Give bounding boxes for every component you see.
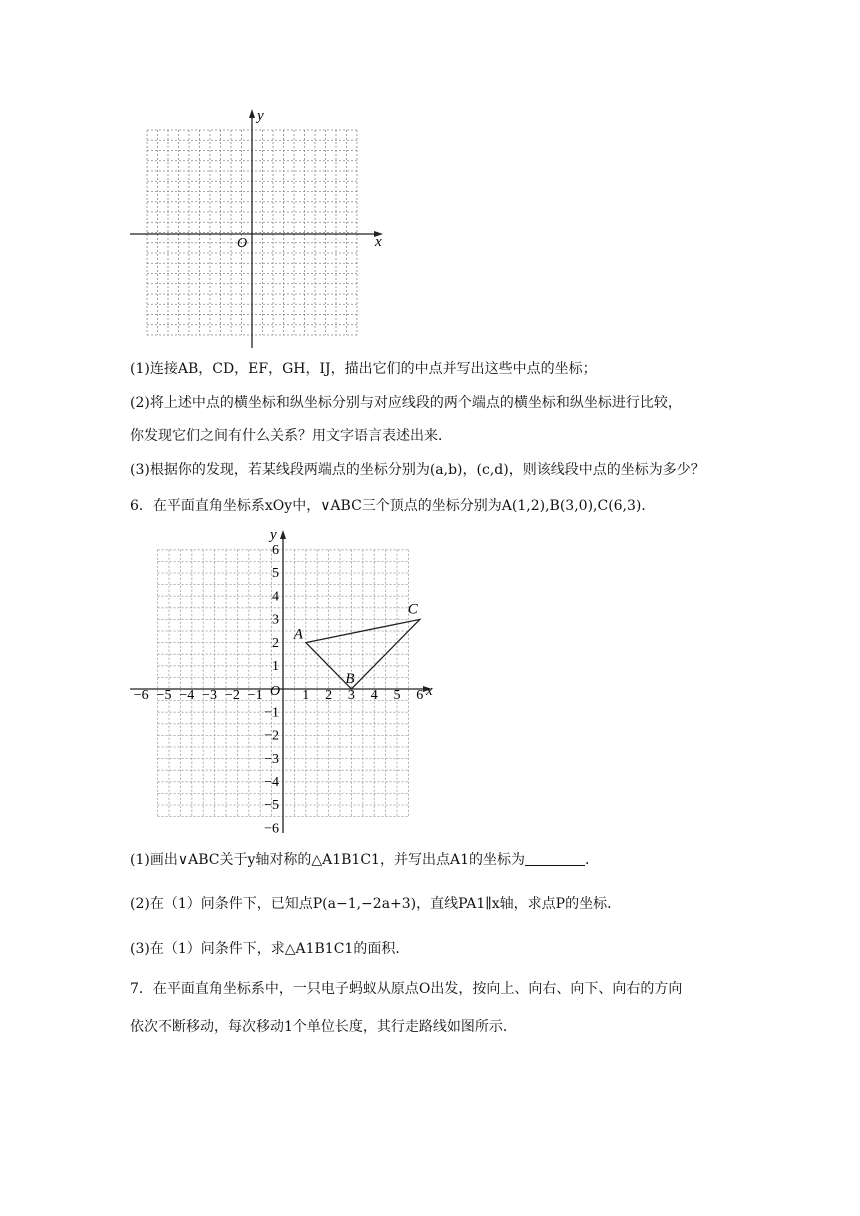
p6-q1-text: (1)画出∨ABC关于y轴对称的△A1B1C1，并写出点A1的坐标为: [130, 852, 525, 868]
y-tick-label: 2: [272, 635, 279, 651]
figure2-plane: [125, 525, 455, 837]
p6-q2: (2)在（1）问条件下，已知点P(a−1,−2a+3)，直线PA1∥x轴，求点P的坐标．: [130, 896, 622, 912]
x-tick-label: 4: [370, 688, 378, 704]
p6-q3: (3)在（1）问条件下，求△A1B1C1的面积．: [130, 941, 410, 957]
p5-q3: (3)根据你的发现，若某线段两端点的坐标分别为(a,b)，(c,d)，则该线段中点的坐标为多少？: [130, 462, 705, 478]
p6-q1-end: ．: [584, 852, 599, 868]
figure1-grid: [125, 102, 395, 352]
x-tick-label: −3: [202, 688, 218, 704]
y-tick-label: −4: [264, 775, 279, 791]
y-tick-label: −5: [264, 798, 279, 814]
x-tick-label: 1: [302, 688, 310, 704]
p5-q2-line1: (2)将上述中点的横坐标和纵坐标分别与对应线段的两个端点的横坐标和纵坐标进行比较，: [130, 395, 682, 411]
y-axis-label: y: [257, 108, 264, 124]
origin-label: O: [237, 236, 248, 251]
y-tick-label: −6: [264, 821, 279, 837]
y-axis-arrow: [249, 109, 255, 118]
answer-blank[interactable]: [525, 851, 585, 866]
vertex-label-b: B: [345, 671, 355, 687]
y-tick-label: 3: [272, 612, 279, 628]
vertex-label-a: A: [293, 626, 303, 643]
x-tick-label: 6: [416, 688, 424, 704]
y-tick-label: −3: [264, 751, 279, 767]
x-tick-label: 5: [393, 688, 401, 704]
x-tick-label: 3: [347, 688, 355, 704]
x-tick-label: −5: [156, 688, 172, 704]
x-tick-label: −2: [224, 688, 240, 704]
x-tick-label: 2: [325, 688, 333, 704]
y-axis-arrow: [280, 530, 286, 539]
x-tick-label: −6: [133, 688, 149, 704]
vertex-label-c: C: [407, 601, 418, 618]
y-tick-label: −2: [264, 728, 279, 744]
p7-line1: 7．在平面直角坐标系中，一只电子蚂蚁从原点O出发，按向上、向右、向下、向右的方向: [130, 981, 683, 997]
p7-line2: 依次不断移动，每次移动1个单位长度，其行走路线如图所示．: [130, 1019, 517, 1035]
p6-stem: 6．在平面直角坐标系xOy中，∨ABC三个顶点的坐标分别为A(1,2),B(3,0),C(6,3)．: [130, 498, 656, 514]
y-tick-label: 1: [272, 659, 279, 675]
y-tick-label: −1: [264, 705, 279, 721]
x-axis-label: x: [426, 683, 433, 699]
y-axis-label: y: [270, 527, 277, 543]
x-axis-label: x: [375, 234, 382, 250]
origin-label: O: [270, 684, 281, 699]
p6-q1: [130, 850, 599, 870]
p5-q1: (1)连接AB，CD，EF，GH，IJ，描出它们的中点并写出这些中点的坐标；: [130, 361, 597, 377]
y-tick-label: 4: [272, 589, 279, 605]
y-tick-label: 5: [272, 566, 279, 582]
y-tick-label: 6: [272, 543, 279, 559]
triangle-abc: [293, 601, 420, 689]
x-tick-label: −1: [247, 688, 263, 704]
x-tick-label: −4: [179, 688, 195, 704]
p5-q2-line2: 你发现它们之间有什么关系？用文字语言表述出来．: [130, 428, 452, 444]
